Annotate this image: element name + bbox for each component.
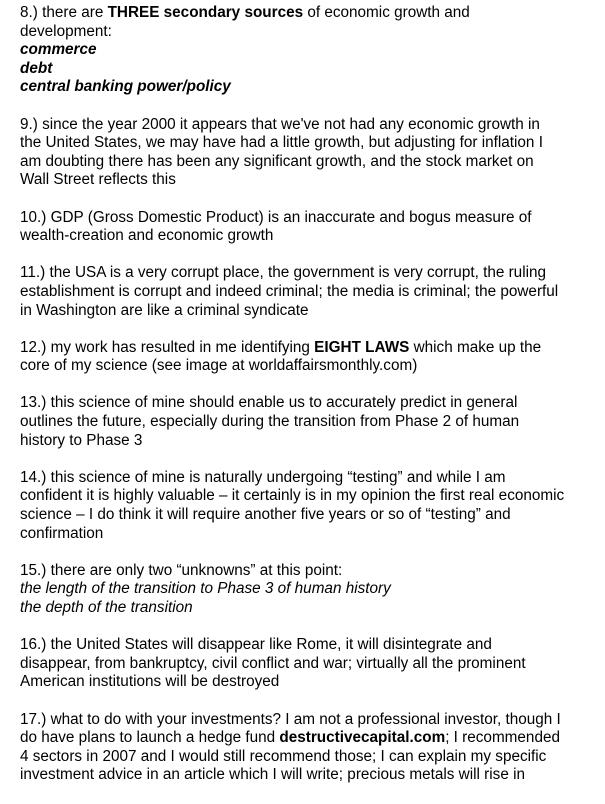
paragraph-line: Wall Street reflects this (20, 171, 176, 189)
unknown-item-length: the length of the transition to Phase 3 of human history (20, 580, 391, 598)
text-run: of economic growth and (303, 4, 470, 21)
paragraph-line: in Washington are like a criminal syndicate (20, 301, 309, 319)
paragraph-line: the United States, we may have had a little growth, but adjusting for inflation I (20, 134, 543, 152)
document-body (20, 4, 600, 804)
paragraph-17-line-2 (20, 729, 600, 748)
paragraph-line: history to Phase 3 (20, 431, 143, 449)
bold-text-run: EIGHT LAWS (314, 338, 410, 356)
source-item-central-banking: central banking power/policy (20, 78, 231, 96)
paragraph-line: 4 sectors in 2007 and I would still recommend those; I can explain my specific (20, 747, 547, 765)
bold-text-run: THREE secondary sources (107, 4, 304, 21)
paragraph-line: outlines the future, especially during the transition from Phase 2 of human (20, 413, 520, 431)
paragraph-line: 17.) what to do with your investments? I am not a professional investor, though I (20, 710, 561, 728)
text-run: 8.) there are (20, 4, 108, 21)
paragraph-line: 10.) GDP (Gross Domestic Product) is an inaccurate and bogus measure of (20, 208, 532, 226)
paragraph-11 (20, 264, 600, 320)
paragraph-line: establishment is corrupt and indeed criminal; the media is criminal; the powerful (20, 282, 559, 300)
paragraph-line: 13.) this science of mine should enable us to accurately predict in general (20, 394, 518, 412)
paragraph-line: core of my science (see image at worldaffairsmonthly.com) (20, 357, 418, 375)
paragraph-line: science – I do think it will require another five years or so of “testing” and (20, 506, 511, 524)
source-item-debt: debt (20, 59, 53, 77)
unknown-item-depth: the depth of the transition (20, 599, 193, 616)
paragraph-line: investment advice in an article which I will write; precious metals will rise in (20, 766, 525, 784)
paragraph-9 (20, 116, 600, 190)
paragraph-line: 14.) this science of mine is naturally undergoing “testing” and while I am (20, 468, 506, 486)
paragraph-line: 15.) there are only two “unknowns” at this point: (20, 561, 343, 579)
paragraph-15 (20, 562, 600, 618)
paragraph-line: am doubting there has been any significant growth, and the stock market on (20, 152, 534, 170)
paragraph-17 (20, 711, 600, 785)
paragraph-14 (20, 469, 600, 543)
text-run: do have plans to launch a hedge fund (20, 729, 280, 747)
text-run: ; I recommended (445, 729, 560, 747)
text-run: which make up the (409, 338, 542, 356)
paragraph-8 (20, 4, 600, 97)
paragraph-16 (20, 636, 600, 692)
paragraph-13 (20, 394, 600, 450)
text-run: 12.) my work has resulted in me identifying (20, 338, 315, 356)
paragraph-line: disappear, from bankruptcy, civil conflict and war; virtually all the prominent (20, 654, 526, 672)
paragraph-8-line-2: development: (20, 22, 112, 40)
paragraph-12 (20, 339, 600, 376)
paragraph-line: 11.) the USA is a very corrupt place, the government is very corrupt, the ruling (20, 264, 547, 282)
hedge-fund-name: destructivecapital.com (279, 729, 446, 747)
paragraph-line: confirmation (20, 524, 104, 542)
paragraph-line: wealth-creation and economic growth (20, 227, 274, 245)
paragraph-10 (20, 209, 600, 246)
paragraph-line: American institutions will be destroyed (20, 673, 280, 691)
paragraph-line: confident it is highly valuable – it certainly is in my opinion the first real economic (20, 487, 565, 505)
paragraph-12-line-1 (20, 339, 600, 358)
paragraph-8-line-1 (20, 4, 600, 23)
source-item-commerce: commerce (20, 41, 97, 59)
paragraph-line: 16.) the United States will disappear like Rome, it will disintegrate and (20, 636, 492, 654)
paragraph-line: 9.) since the year 2000 it appears that we've not had any economic growth in (20, 115, 540, 133)
